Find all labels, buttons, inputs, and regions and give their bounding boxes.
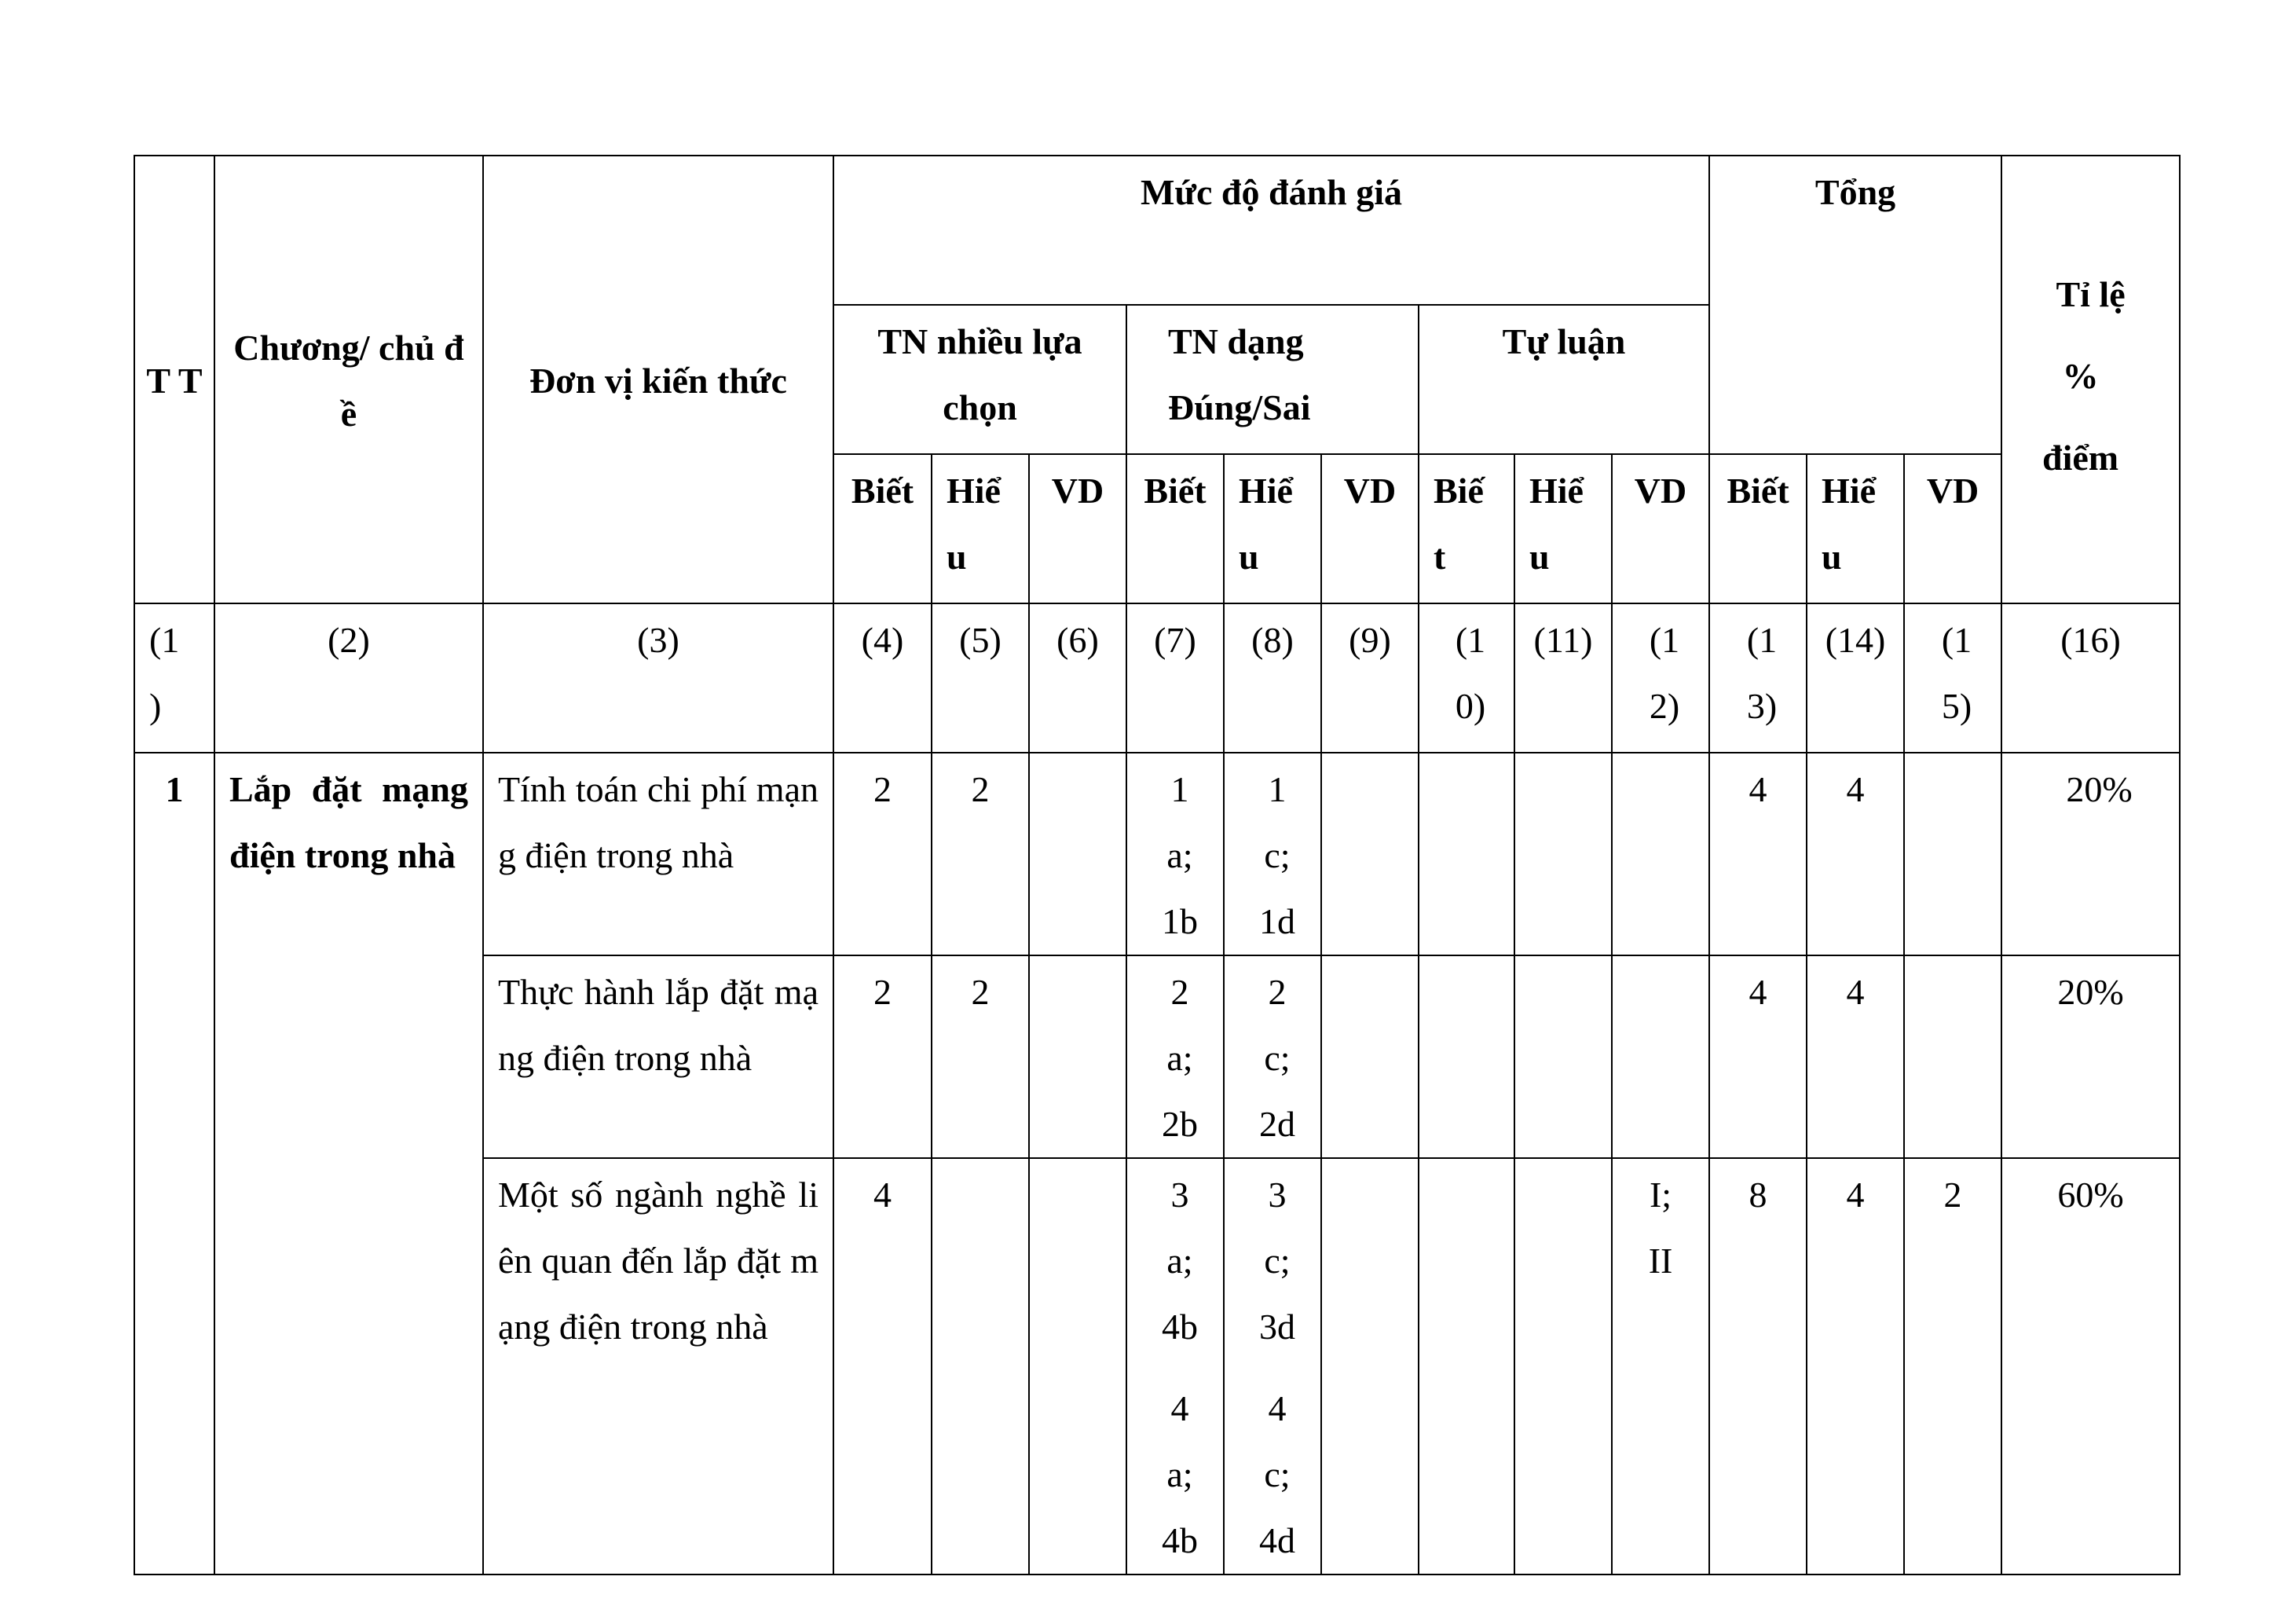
cell-essay-know xyxy=(1419,753,1514,955)
col-number-5: (5) xyxy=(932,603,1029,753)
col-number-11: (11) xyxy=(1514,603,1612,753)
col-number-16: (16) xyxy=(2001,603,2180,753)
header-sub-essay-understand: Hiể u xyxy=(1514,454,1612,603)
header-sub-total-apply: VD xyxy=(1904,454,2001,603)
cell-total-know: 4 xyxy=(1709,753,1807,955)
col-number-12: (1 2) xyxy=(1612,603,1709,753)
cell-essay-understand xyxy=(1514,1158,1612,1575)
col-number-9: (9) xyxy=(1321,603,1419,753)
cell-total-understand: 4 xyxy=(1807,1158,1904,1575)
header-assessment-level: Mức độ đánh giá xyxy=(833,156,1709,305)
unit-name: Tính toán chi phí mạng điện trong nhà xyxy=(483,753,833,955)
topic-index: 1 xyxy=(134,753,214,1575)
col-number-2: (2) xyxy=(214,603,483,753)
col-number-3: (3) xyxy=(483,603,833,753)
header-group-true-false: TN dạng Đúng/Sai xyxy=(1126,305,1419,454)
header-tt: T T xyxy=(134,156,214,603)
cell-mc-know: 4 xyxy=(833,1158,932,1575)
cell-tf-know xyxy=(1126,1158,1224,1575)
cell-tf-apply xyxy=(1321,1158,1419,1575)
cell-total-understand: 4 xyxy=(1807,753,1904,955)
header-ratio-line2: % xyxy=(2062,356,2099,396)
topic-chapter: Lắp đặt mạng điện trong nhà xyxy=(214,753,483,1575)
cell-ratio: 20% xyxy=(2001,753,2180,955)
col-number-15: (1 5) xyxy=(1904,603,2001,753)
col-number-14: (14) xyxy=(1807,603,1904,753)
cell-tf-know-line2: 4a; 4b xyxy=(1162,1388,1198,1560)
cell-tf-know-line1: 3a; 4b xyxy=(1162,1175,1198,1347)
header-ratio xyxy=(2001,156,2180,603)
cell-mc-know: 2 xyxy=(833,955,932,1158)
cell-essay-understand xyxy=(1514,753,1612,955)
cell-mc-understand: 2 xyxy=(932,753,1029,955)
cell-total-know: 4 xyxy=(1709,955,1807,1158)
header-sub-mc-know: Biết xyxy=(833,454,932,603)
cell-tf-know: 1a; 1b xyxy=(1126,753,1224,955)
cell-mc-apply xyxy=(1029,955,1126,1158)
cell-total-apply: 2 xyxy=(1904,1158,2001,1575)
header-sub-essay-know: Biế t xyxy=(1419,454,1514,603)
cell-mc-apply xyxy=(1029,1158,1126,1575)
cell-essay-apply xyxy=(1612,955,1709,1158)
cell-tf-understand: 2c; 2d xyxy=(1224,955,1321,1158)
cell-essay-know xyxy=(1419,955,1514,1158)
col-number-1: (1 ) xyxy=(134,603,214,753)
cell-tf-understand: 1c; 1d xyxy=(1224,753,1321,955)
header-sub-total-understand: Hiể u xyxy=(1807,454,1904,603)
cell-essay-understand xyxy=(1514,955,1612,1158)
header-sub-tf-understand: Hiể u xyxy=(1224,454,1321,603)
header-sub-tf-know: Biết xyxy=(1126,454,1224,603)
col-number-6: (6) xyxy=(1029,603,1126,753)
header-ratio-line3: điểm xyxy=(2042,438,2119,478)
cell-essay-know xyxy=(1419,1158,1514,1575)
unit-name: Thực hành lắp đặt mạng điện trong nhà xyxy=(483,955,833,1158)
header-group-essay: Tự luận xyxy=(1419,305,1709,454)
cell-tf-apply xyxy=(1321,753,1419,955)
col-number-8: (8) xyxy=(1224,603,1321,753)
cell-total-apply xyxy=(1904,955,2001,1158)
cell-tf-understand-line2: 4c; 4d xyxy=(1259,1388,1295,1560)
cell-ratio: 60% xyxy=(2001,1158,2180,1575)
table-row xyxy=(134,753,2180,955)
assessment-matrix-table xyxy=(134,155,2181,1575)
col-number-7: (7) xyxy=(1126,603,1224,753)
cell-mc-apply xyxy=(1029,753,1126,955)
cell-mc-know: 2 xyxy=(833,753,932,955)
cell-essay-apply xyxy=(1612,753,1709,955)
cell-tf-understand-line1: 3c; 3d xyxy=(1259,1175,1295,1347)
cell-tf-apply xyxy=(1321,955,1419,1158)
cell-tf-know: 2a; 2b xyxy=(1126,955,1224,1158)
cell-total-apply xyxy=(1904,753,2001,955)
header-sub-mc-understand: Hiể u xyxy=(932,454,1029,603)
col-number-10: (1 0) xyxy=(1419,603,1514,753)
col-number-4: (4) xyxy=(833,603,932,753)
header-chapter: Chương/ chủ đề xyxy=(214,156,483,603)
cell-ratio: 20% xyxy=(2001,955,2180,1158)
cell-essay-apply: I; II xyxy=(1612,1158,1709,1575)
cell-mc-understand xyxy=(932,1158,1029,1575)
header-group-multiple-choice: TN nhiều lựa chọn xyxy=(833,305,1126,454)
cell-total-know: 8 xyxy=(1709,1158,1807,1575)
col-number-13: (1 3) xyxy=(1709,603,1807,753)
header-sub-essay-apply: VD xyxy=(1612,454,1709,603)
header-sub-total-know: Biết xyxy=(1709,454,1807,603)
cell-tf-understand xyxy=(1224,1158,1321,1575)
header-sub-mc-apply: VD xyxy=(1029,454,1126,603)
header-ratio-line1: Tỉ lệ xyxy=(2056,274,2126,314)
header-sub-tf-apply: VD xyxy=(1321,454,1419,603)
numbering-row xyxy=(134,603,2180,753)
cell-total-understand: 4 xyxy=(1807,955,1904,1158)
cell-mc-understand: 2 xyxy=(932,955,1029,1158)
unit-name: Một số ngành nghề liên quan đến lắp đặt mạng điện trong nhà xyxy=(483,1158,833,1575)
header-unit: Đơn vị kiến thức xyxy=(483,156,833,603)
header-total: Tổng xyxy=(1709,156,2001,454)
